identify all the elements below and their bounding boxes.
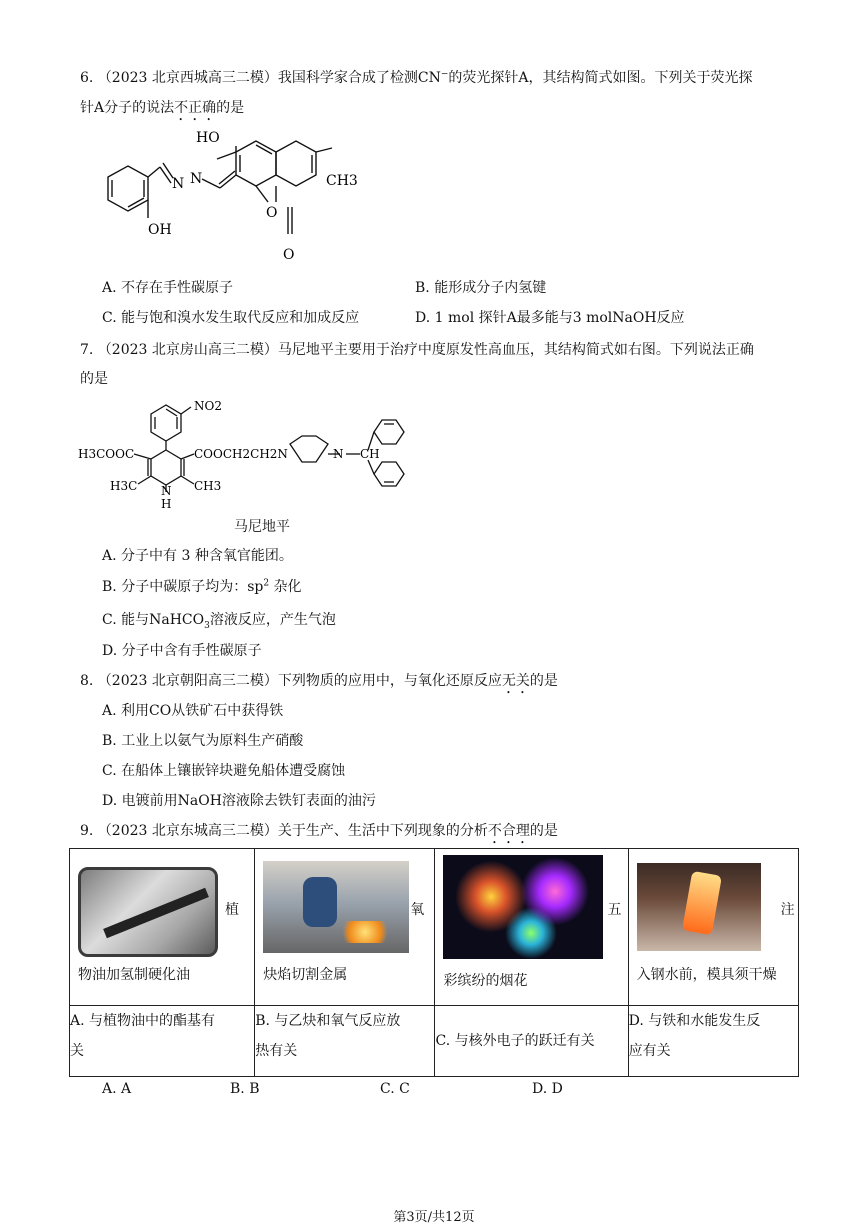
q8-option-b: B. 工业上以氨气为原料生产硝酸 [102, 733, 304, 749]
q9-analysis-b-line2: 热有关 [255, 1043, 298, 1059]
q9-choice-a: A. A [102, 1081, 132, 1097]
q6-label-n1: N [172, 176, 185, 192]
q8-option-a: A. 利用CO从铁矿石中获得铁 [102, 703, 284, 719]
q9-caption-4-tail: 注 [780, 902, 795, 918]
q6-label-oh: OH [148, 222, 172, 238]
q6-option-d: D. 1 mol 探针A最多能与3 molNaOH反应 [415, 310, 685, 326]
q7-label-no2: NO2 [194, 399, 222, 413]
q9-table [69, 848, 799, 1077]
q7-label-n-ring: N [161, 484, 172, 498]
q9-caption-4-rest: 入钢水前，模具须干燥 [636, 967, 777, 983]
welder-figure-icon [303, 877, 337, 927]
q6-label-ch3: CH3 [326, 173, 358, 189]
page-footer: 第3页/共12页 [393, 1210, 475, 1225]
q9-analysis-b-line1: B. 与乙炔和氧气反应放 [255, 1013, 401, 1029]
spatula-icon [103, 888, 209, 938]
q7-structure-diagram [78, 392, 408, 512]
molten-steel-photo [637, 863, 761, 951]
q8-option-c: C. 在船体上镶嵌锌块避免船体遭受腐蚀 [102, 763, 346, 779]
q9-analysis-c-line1: C. 与核外电子的跃迁有关 [435, 1033, 595, 1049]
q6-stem-line1: 6. （2023 北京西城高三二模）我国科学家合成了检测CN−的荧光探针A，其结构简式如图。下列关于荧光探 [80, 69, 753, 86]
q6-option-b: B. 能形成分子内氢键 [415, 280, 547, 296]
q9-cell-4 [628, 849, 798, 1006]
oxyacetylene-cutting-photo [263, 861, 409, 953]
q9-analysis-b [255, 1006, 435, 1077]
q9-analysis-a [70, 1006, 255, 1077]
q7-label-ester-left: H3COOC [78, 447, 135, 461]
q6-option-a: A. 不存在手性碳原子 [102, 280, 234, 296]
q7-option-d: D. 分子中含有手性碳原子 [102, 643, 262, 659]
q7-label-ch3: CH3 [194, 479, 222, 493]
q9-caption-2-tail: 氧 [410, 902, 425, 918]
q9-analysis-d-line1: D. 与铁和水能发生反 [628, 1013, 761, 1029]
q6-structure-diagram [80, 122, 380, 262]
q7-stem-line2: 的是 [80, 371, 108, 387]
q6-stem-line2: 针A分子的说法不正确的是 [80, 100, 245, 116]
q7-option-c: C. 能与NaHCO$_3$溶液反应，产生气泡 [102, 612, 336, 631]
q9-caption-3-tail: 五 [607, 902, 622, 918]
q9-cell-3 [435, 849, 628, 1006]
q7-label-h: H [161, 497, 172, 511]
q9-caption-3-rest: 彩缤纷的烟花 [443, 973, 528, 989]
q9-cell-2 [255, 849, 435, 1006]
q7-caption: 马尼地平 [234, 519, 290, 535]
q9-cell-1 [70, 849, 255, 1006]
q9-choice-c: C. C [380, 1081, 410, 1097]
q9-stem: 9. （2023 北京东城高三二模）关于生产、生活中下列现象的分析不合理的是 [80, 823, 558, 839]
q8-stem: 8. （2023 北京朝阳高三二模）下列物质的应用中，与氧化还原反应无关的是 [80, 673, 558, 689]
q9-analysis-d [628, 1006, 798, 1077]
hydrogenated-oil-photo [78, 867, 218, 957]
q9-analysis-d-line2: 应有关 [628, 1043, 671, 1059]
q9-analysis-c [435, 1006, 628, 1077]
q9-caption-1-tail: 植 [225, 902, 239, 918]
q9-caption-1-rest: 物油加氢制硬化油 [78, 967, 190, 983]
sparks-icon [335, 921, 395, 943]
q7-label-ester-right: COOCH2CH2N [194, 447, 288, 461]
q6-label-o-carbonyl: O [283, 247, 295, 262]
q7-option-b: B. 分子中碳原子均为：$sp^2$ 杂化 [102, 578, 302, 595]
q9-choice-d: D. D [532, 1081, 563, 1097]
q8-option-d: D. 电镀前用NaOH溶液除去铁钉表面的油污 [102, 793, 376, 809]
fireworks-photo [443, 855, 603, 959]
q9-caption-2-rest: 炔焰切割金属 [263, 967, 348, 983]
q6-label-ho: HO [196, 130, 220, 146]
q7-stem-line1: 7. （2023 北京房山高三二模）马尼地平主要用于治疗中度原发性高血压，其结构简式如右图。下列说法正确 [80, 342, 754, 358]
q9-analysis-a-line1: A. 与植物油中的酯基有 [70, 1013, 216, 1029]
q9-analysis-a-line2: 关 [70, 1043, 84, 1059]
q7-label-ch: CH [360, 447, 380, 461]
molten-stream-icon [682, 871, 722, 935]
q7-label-n-piperazine: N [333, 447, 344, 461]
q6-label-n2: N [190, 171, 203, 187]
q7-option-a: A. 分子中有 3 种含氧官能团。 [102, 548, 293, 564]
q6-option-c: C. 能与饱和溴水发生取代反应和加成反应 [102, 310, 360, 326]
q6-label-o-ring: O [266, 205, 278, 221]
q7-label-h3c: H3C [110, 479, 138, 493]
q9-choice-b: B. B [230, 1081, 260, 1097]
